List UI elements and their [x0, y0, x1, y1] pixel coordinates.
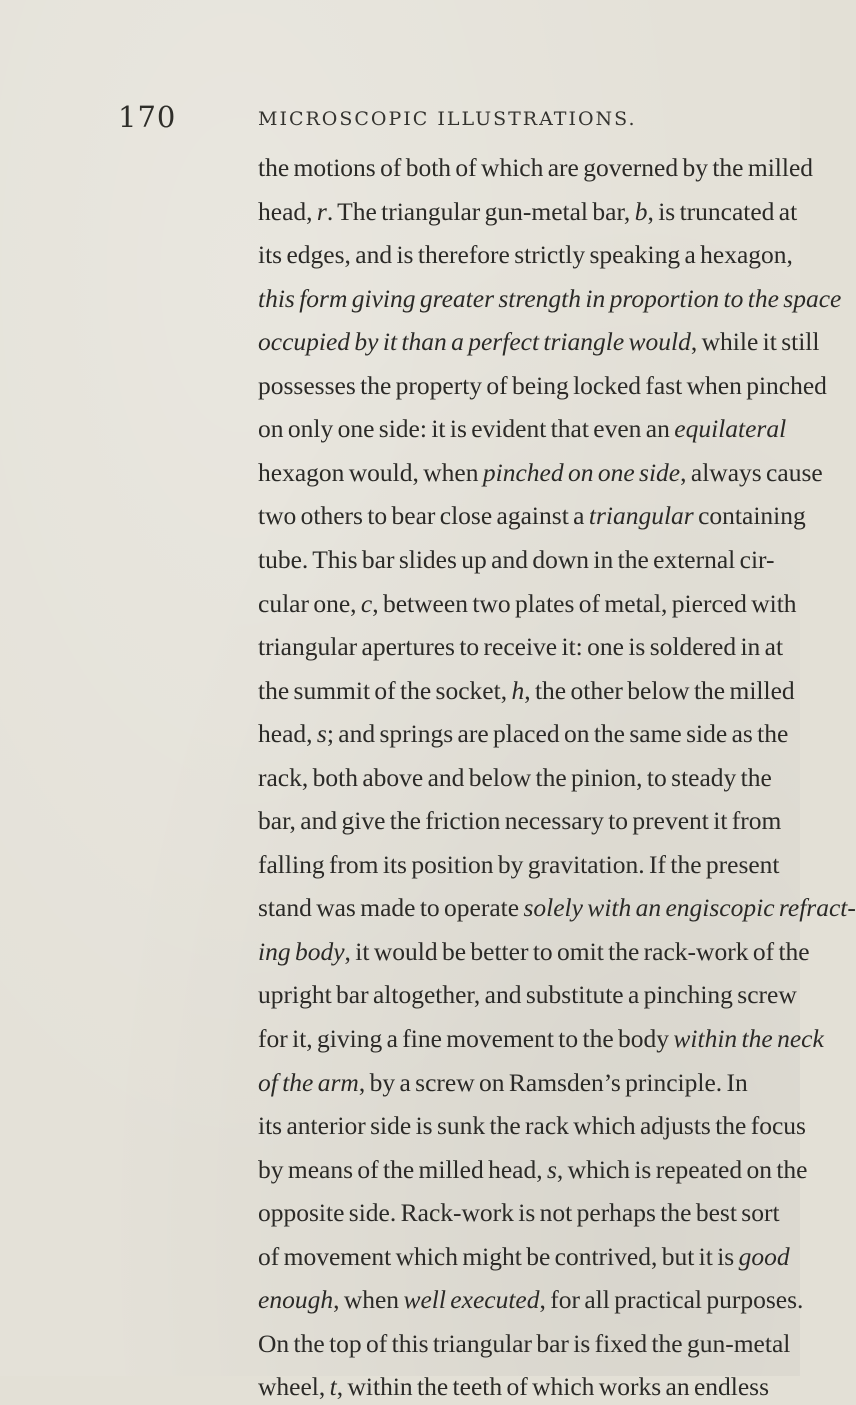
text-line [258, 934, 810, 970]
italic-text: t [329, 1372, 337, 1402]
text-line [258, 237, 793, 273]
text-run: head, [258, 196, 317, 226]
text-line [258, 368, 827, 404]
text-line [258, 1239, 790, 1275]
text-run: , which is repeated on the [556, 1154, 808, 1184]
text-run: , is truncated at [647, 196, 798, 226]
text-run: , when [333, 1285, 404, 1315]
text-line [258, 542, 775, 578]
text-run: upright bar altogether, and substitute a pinching screw [258, 980, 797, 1010]
italic-text: equilateral [674, 414, 787, 444]
page-header [118, 100, 678, 140]
italic-text: this form giving greater strength in proportion to the space [258, 283, 842, 313]
text-line [258, 1065, 748, 1101]
italic-text: c [360, 588, 373, 618]
italic-text: occupied by it than a perfect triangle would [258, 327, 691, 357]
text-line [258, 194, 797, 230]
text-run: the motions of both of which are governed by the milled [258, 153, 814, 182]
text-run: wheel, [258, 1372, 330, 1402]
italic-text: well executed [403, 1285, 540, 1315]
text-line [258, 1195, 780, 1231]
text-run: possesses the property of being locked fast when pinched [258, 370, 827, 400]
text-line [258, 1326, 790, 1362]
text-run: head, [258, 719, 317, 749]
text-line [258, 1282, 803, 1318]
page-number: 170 [118, 100, 177, 134]
text-run: , always cause [680, 457, 823, 487]
italic-text: r [316, 196, 327, 226]
text-run: by means of the milled head, [258, 1154, 547, 1184]
italic-text: s [546, 1154, 557, 1184]
text-run: ; and springs are placed on the same side as the [326, 719, 789, 749]
text-line [258, 1369, 769, 1405]
text-run: the summit of the socket, [258, 675, 512, 705]
text-run: on only one side: it is evident that even an [258, 414, 675, 444]
text-run: On the top of this triangular bar is fixed the gun-metal [258, 1328, 791, 1358]
text-run: , it would be better to omit the rack-work of the [344, 936, 810, 966]
italic-text: solely with an engiscopic refract- [523, 893, 856, 923]
text-line [258, 455, 823, 491]
text-line [258, 716, 788, 752]
text-run: triangular apertures to receive it: one is soldered in at [258, 632, 784, 662]
text-line [258, 1021, 824, 1057]
text-line [258, 803, 781, 839]
italic-text: of the arm [258, 1067, 359, 1097]
text-run: its anterior side is sunk the rack which adjusts the focus [258, 1111, 806, 1141]
text-run: . The triangular gun-metal bar, [326, 196, 635, 226]
text-run: hexagon would, when [258, 457, 483, 487]
text-run: , within the teeth of which works an endless [336, 1372, 770, 1402]
text-run: , for all practical purposes. [539, 1285, 804, 1315]
text-run: opposite side. Rack-work is not perhaps the best sort [258, 1198, 780, 1228]
text-run: of movement which might be contrived, but it is [258, 1241, 739, 1271]
text-run: , the other below the milled [524, 675, 795, 705]
text-line [258, 281, 841, 317]
italic-text: good [738, 1241, 790, 1271]
italic-text: b [634, 196, 648, 226]
text-line [258, 760, 772, 796]
text-run: , between two plates of metal, pierced with [372, 588, 797, 618]
italic-text: triangular [588, 501, 694, 531]
running-title: MICROSCOPIC ILLUSTRATIONS. [258, 108, 637, 130]
text-line [258, 847, 780, 883]
text-run: its edges, and is therefore strictly speaking a hexagon, [258, 240, 793, 270]
text-line [258, 673, 795, 709]
text-run: rack, both above and below the pinion, to steady the [258, 762, 772, 792]
text-run: bar, and give the friction necessary to prevent it from [258, 806, 782, 836]
italic-text: s [316, 719, 327, 749]
text-run: , while it still [690, 327, 820, 357]
text-line [258, 324, 819, 360]
text-line [258, 1108, 806, 1144]
text-line [258, 586, 797, 622]
text-line [258, 629, 783, 665]
text-line [258, 411, 786, 447]
italic-text: ing body [258, 936, 345, 966]
text-run: , by a screw on Ramsden’s principle. In [358, 1067, 748, 1097]
text-run: containing [693, 501, 806, 531]
text-run: falling from its position by gravitation. If the present [258, 849, 780, 879]
text-line [258, 150, 813, 186]
italic-text: enough [258, 1285, 334, 1315]
italic-text: h [511, 675, 525, 705]
text-run: for it, giving a fine movement to the body [258, 1024, 674, 1053]
text-run: stand was made to operate [258, 893, 524, 923]
italic-text: pinched on one side [482, 457, 681, 487]
text-run: tube. This bar slides up and down in the external cir- [258, 544, 775, 574]
text-line [258, 890, 856, 926]
italic-text: within the neck [673, 1024, 824, 1053]
text-line [258, 498, 806, 534]
text-run: cular one, [258, 588, 361, 618]
text-line [258, 1152, 807, 1188]
text-run: two others to bear close against a [258, 501, 589, 531]
text-line [258, 977, 797, 1013]
